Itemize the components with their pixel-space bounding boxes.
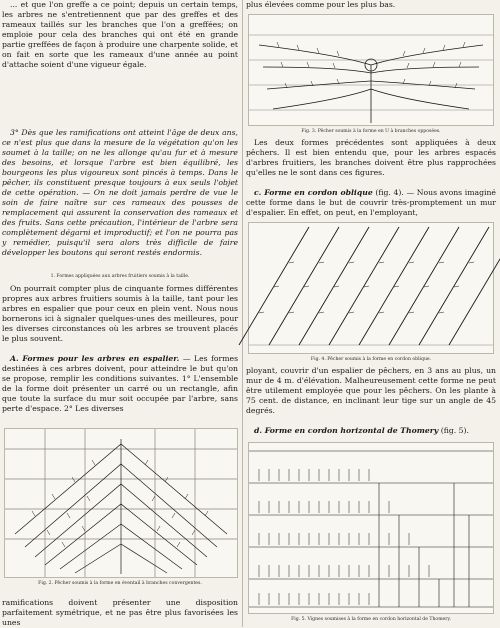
caption-fig1: 1. Formes appliquées aux arbres fruitiers soumis à la taille. <box>50 274 190 279</box>
u-branches-drawing <box>249 15 493 125</box>
column-divider <box>242 0 243 627</box>
caption-fig2: Fig. 2. Pêcher soumis à la forme en éventail à branches convergentes. <box>38 581 202 586</box>
paragraph-section-c-cont: ployant, couvrir d'un espalier de pêchers, en 3 ans au plus, un mur de 4 m. d'élévation. Malheureusement cette forme ne peut être utilement employée que pour les pêchers. On les plante à 75 cent. de distance, en inclinant leur tige sur un angle de 45 degrés. <box>246 366 496 415</box>
caption-fig4: Fig. 4. Pêcher soumis à la forme en cordon oblique. <box>310 357 432 362</box>
figure-5-thomery-cordon <box>248 442 494 614</box>
figure-2-espalier-fan <box>4 428 238 578</box>
paragraph-top-left: ... et que l'on greffe a ce point; depuis un certain temps, les arbres ne s'entretiennent que par des greffes et des rameaux taillés sur les branches que l'on a greffées; on emploie pour cela des branches qui ont été en grande partie greffées de façon à produire une charpente solide, et on fait en sorte que les rameaux d'une année au point d'attache soient d'une vigueur égale. <box>2 0 238 69</box>
right-text-middle <box>246 138 496 218</box>
section-c-text: (fig. 4). — Nous avons imaginé cette forme dans le but de couvrir très-promptement un mur d'espalier. En effet, on peut, en l'employant, <box>246 188 496 217</box>
section-a-title: A. Formes pour les arbres en espalier. <box>10 354 180 363</box>
section-c-title: c. Forme en cordon oblique <box>254 188 373 197</box>
left-text-middle <box>2 284 238 414</box>
paragraph-top-right: plus élevées comme pour les plus bas. <box>246 0 396 9</box>
paragraph-description: 3° Dès que les ramifications ont atteint l'âge de deux ans, ce n'est plus que dans la mesure de la végétation qu'on les soumet à la taille; on ne les allonge qu'au fur et à mesure des besoins, et lorsque l'arbre est bien équilibré, les bourgeons les plus vigoureux sont pincés à temps. Dans le pêcher, ils constituent presque toujours à eux seuls l'objet de cette opération. — On ne doit jamais perdre de vue le soin de faire naître sur ces rameaux des pousses de remplacement qui assurent la conservation des rameaux et des fruits. Sans cette précaution, l'intérieur de l'arbre sera complètement dégarni et improductif; et l'on ne pourra pas y remédier, puisqu'il sera alors très difficile de faire développer les boutons qui seront restés endormis. <box>2 128 238 257</box>
section-d-ref: (fig. 5). <box>440 426 469 435</box>
paragraph-forms: On pourrait compter plus de cinquante formes différentes propres aux arbres fruitiers soumis à la taille, tant pour les arbres en espalier que pour ceux en plein vent. Nous nous bornerons ici à signaler quelques-unes des meilleures, pour les diverses circonstances où les arbres se trouvent placés le plus souvent. <box>2 284 238 343</box>
right-text-lower <box>246 366 496 436</box>
figure-3-u-branches <box>248 14 494 126</box>
section-d-title: d. Forme en cordon horizontal de Thomery <box>254 426 439 435</box>
paragraph-bottom-left: ramifications doivent présenter une disposition parfaitement symétrique, et ne pas être plus favorisées les unes <box>2 598 238 627</box>
oblique-cordon-drawing <box>249 223 493 353</box>
caption-fig3: Fig. 3. Pêcher soumis à la forme en U à branches opposées. <box>301 129 441 134</box>
left-text-top <box>2 0 238 266</box>
section-a-text: — Les formes destinées à ces arbres doivent, pour atteindre le but qu'on se propose, remplir les conditions suivantes. 1° L'ensemble de la forme doit présenter un carré ou un rectangle, afin que toute la surface du mur soit occupée par l'arbre, sans perte d'espace. 2° Les diverses <box>2 354 239 413</box>
paragraph-two-forms: Les deux formes précédentes sont appliquées à deux pêchers. Il est bien entendu que, pour les arbres espacés d'arbres fruitiers, les branches doivent être plus rapprochées qu'elles ne le sont dans ces figures. <box>246 138 496 177</box>
figure-4-oblique-cordon <box>248 222 494 354</box>
paragraph-section-a <box>2 354 238 414</box>
paragraph-section-c <box>246 188 496 218</box>
caption-fig5: Fig. 5. Vignes soumises à la forme en cordon horizontal de Thomery. <box>291 617 451 622</box>
right-text-top <box>246 0 496 10</box>
fan-espalier-drawing <box>5 429 237 577</box>
thomery-cordon-drawing <box>249 443 493 613</box>
left-text-bottom <box>2 598 238 627</box>
paragraph-section-d <box>246 426 496 436</box>
